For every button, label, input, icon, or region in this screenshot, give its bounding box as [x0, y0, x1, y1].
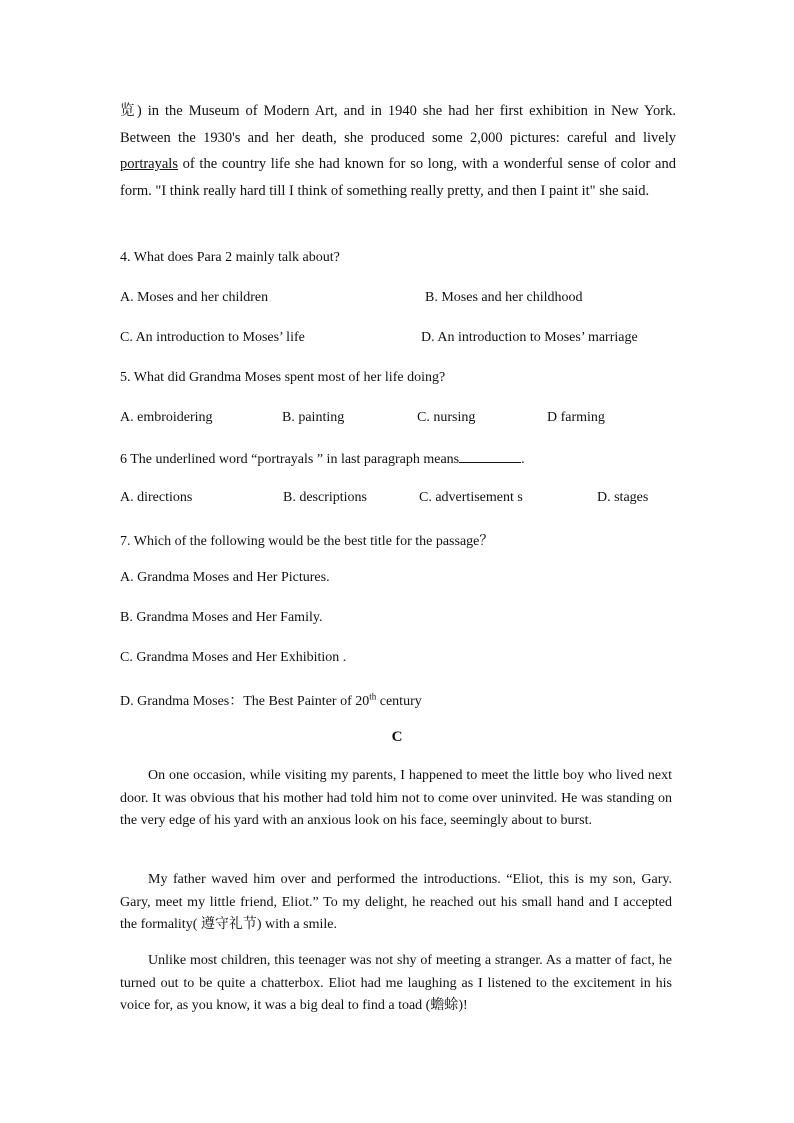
- question-4: 4. What does Para 2 mainly talk about?: [120, 250, 340, 265]
- q4-option-a: A. Moses and her children: [120, 290, 269, 305]
- question-6: [120, 450, 525, 468]
- section-c-paragraph-2: My father waved him over and performed the introductions. “Eliot, this is my son, Gary. Gary, meet my little friend, Eliot.” To my delight, he reached out his small hand and I accepted the formality( 遵守礼节) with a smile.: [120, 872, 672, 933]
- section-c-paragraph-1: On one occasion, while visiting my parents, I happened to meet the little boy who lived next door. It was obvious that his mother had told him not to come over uninvited. He was standing on the very edge of his yard with an anxious look on his face, seemingly about to burst.: [120, 768, 672, 829]
- underlined-word: portrayals: [120, 156, 178, 173]
- q7-option-d-end: century: [376, 694, 422, 709]
- q6-option-c: C. advertisement s: [419, 490, 523, 505]
- q7-option-d: [120, 690, 422, 710]
- section-heading: C: [391, 729, 403, 745]
- q5-option-b: B. painting: [282, 410, 345, 425]
- question-5: 5. What did Grandma Moses spent most of her life doing?: [120, 370, 446, 385]
- q4-option-b: B. Moses and her childhood: [425, 290, 583, 305]
- q4-option-d: D. An introduction to Moses’ marriage: [421, 330, 638, 345]
- section-c-paragraph-3: Unlike most children, this teenager was not shy of meeting a stranger. As a matter of fact, he turned out to be quite a chatterbox. Eliot had me laughing as I listened to the excitement in his voice for, as you know, it was a big deal to find a toad (蟾蜍)!: [120, 953, 672, 1014]
- q5-option-a: A. embroidering: [120, 410, 213, 425]
- q6-option-b: B. descriptions: [283, 490, 367, 505]
- q7-option-c: C. Grandma Moses and Her Exhibition .: [120, 650, 347, 665]
- passage-b-final-paragraph: [120, 98, 676, 205]
- q7-option-b: B. Grandma Moses and Her Family.: [120, 610, 323, 625]
- question-6-end: .: [521, 452, 525, 467]
- q5-option-d: D farming: [547, 410, 605, 425]
- passage-text: 览) in the Museum of Modern Art, and in 1940 she had her first exhibition in New York. Between the 1930's and her death, she produced some 2,000 pictures: careful and lively: [120, 103, 676, 146]
- q6-option-a: A. directions: [120, 490, 193, 505]
- question-6-stem: 6 The underlined word “portrayals ” in last paragraph means: [120, 452, 460, 467]
- q6-option-d: D. stages: [597, 490, 649, 505]
- q7-option-d-text: D. Grandma Moses：The Best Painter of 20: [120, 694, 370, 709]
- q4-option-c: C. An introduction to Moses’ life: [120, 330, 305, 345]
- answer-blank: [459, 450, 521, 463]
- question-7: 7. Which of the following would be the best title for the passage？: [120, 534, 494, 549]
- passage-text: of the country life she had known for so long, with a wonderful sense of color and form. "I think really hard till I think of something really pretty, and then I paint it" she said.: [120, 156, 676, 200]
- q5-option-c: C. nursing: [417, 410, 476, 425]
- superscript: th: [369, 691, 377, 702]
- q7-option-a: A. Grandma Moses and Her Pictures.: [120, 570, 330, 585]
